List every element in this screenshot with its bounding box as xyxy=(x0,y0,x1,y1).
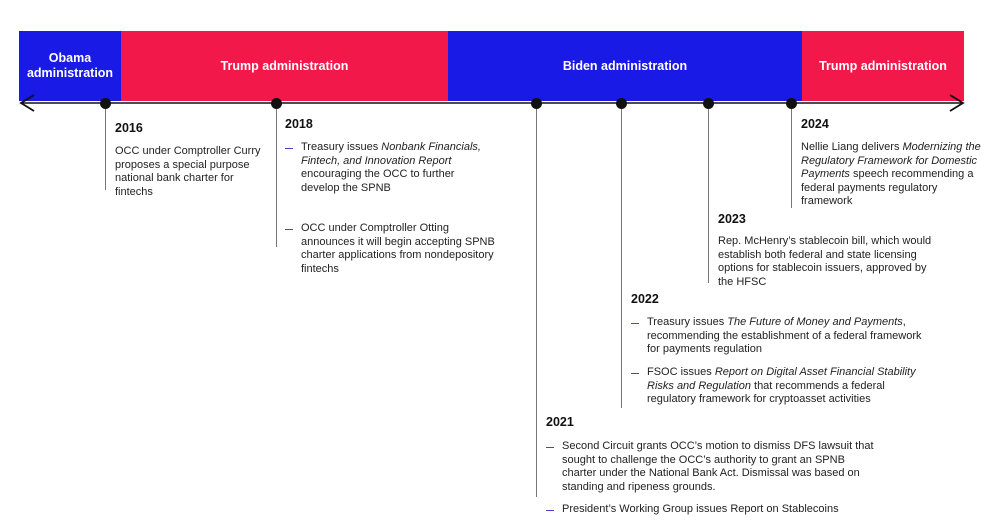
band-trump-administration-first: Trump administration xyxy=(121,31,448,101)
event-2024-text: Nellie Liang delivers Modernizing the Regulatory Framework for Domestic Payments speech recommending a federal payments regulatory framework xyxy=(801,141,981,208)
dash-bullet-icon xyxy=(546,510,554,511)
year-2023: 2023 xyxy=(718,212,746,226)
event-2022-item-1: Treasury issues The Future of Money and Payments, recommending the establishment of a federal framework for payments regulation xyxy=(631,316,927,357)
year-2022: 2022 xyxy=(631,292,659,306)
timeline-dot-2016 xyxy=(100,98,111,109)
timeline-dot-2018 xyxy=(271,98,282,109)
stem-2022 xyxy=(621,103,622,408)
year-2024: 2024 xyxy=(801,117,829,131)
dash-bullet-icon xyxy=(285,229,293,230)
year-2016: 2016 xyxy=(115,121,143,135)
timeline-dot-2022 xyxy=(616,98,627,109)
dash-bullet-icon xyxy=(631,323,639,324)
event-2023-text: Rep. McHenry’s stablecoin bill, which would establish both federal and state licensing options for stablecoin issuers, approved by the HFSC xyxy=(718,235,932,288)
timeline-dot-2021 xyxy=(531,98,542,109)
stem-2018 xyxy=(276,103,277,247)
year-2018: 2018 xyxy=(285,117,313,131)
band-obama-administration: Obama administration xyxy=(19,31,121,101)
band-biden-administration: Biden administration xyxy=(448,31,802,101)
stem-2016 xyxy=(105,103,106,190)
stem-2023 xyxy=(708,103,709,283)
timeline-dot-2023 xyxy=(703,98,714,109)
stem-2024 xyxy=(791,103,792,208)
year-2021: 2021 xyxy=(546,415,574,429)
event-2022-item-2: FSOC issues Report on Digital Asset Financial Stability Risks and Regulation that recommends a federal regulatory framework for cryptoasset activities xyxy=(631,366,932,407)
event-2018-item-1: Treasury issues Nonbank Financials, Fintech, and Innovation Report encouraging the OCC to further develop the SPNB xyxy=(285,141,491,195)
dash-bullet-icon xyxy=(631,373,639,374)
event-2016-text: OCC under Comptroller Curry proposes a special purpose national bank charter for fintechs xyxy=(115,145,261,198)
event-2021-item-2: President’s Working Group issues Report on Stablecoins xyxy=(546,503,902,517)
stem-2021 xyxy=(536,103,537,497)
dash-bullet-icon xyxy=(546,447,554,448)
dash-bullet-icon xyxy=(285,148,293,149)
event-2021-item-1: Second Circuit grants OCC’s motion to dismiss DFS lawsuit that sought to challenge the OCC’s authority to grant an SPNB charter under the National Bank Act. Dismissal was based on standing and ripeness grounds. xyxy=(546,440,882,494)
event-2018-item-2: OCC under Comptroller Otting announces it will begin accepting SPNB charter applications from nondepository fintechs xyxy=(285,222,501,276)
band-trump-administration-second: Trump administration xyxy=(802,31,964,101)
timeline-dot-2024 xyxy=(786,98,797,109)
